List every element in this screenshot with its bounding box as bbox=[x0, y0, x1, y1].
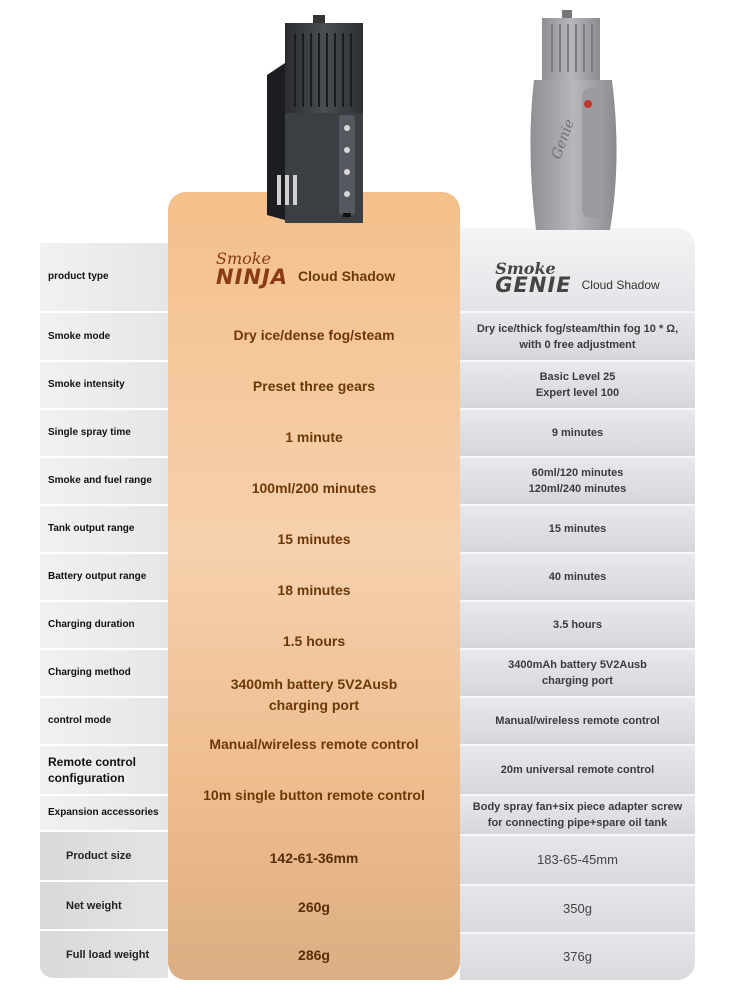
ninja-tank-output-range: 15 minutes bbox=[277, 531, 351, 547]
label-smoke-intensity: Smoke intensity bbox=[40, 362, 168, 410]
label-smoke-mode: Smoke mode bbox=[40, 313, 168, 362]
genie-battery-output-range: 40 minutes bbox=[460, 554, 695, 602]
label-product-type: product type bbox=[40, 243, 168, 313]
genie-logo-script: Smoke bbox=[495, 258, 556, 278]
ninja-charging-duration: 1.5 hours bbox=[282, 633, 346, 649]
genie-remote-config: 20m universal remote control bbox=[460, 746, 695, 796]
genie-column bbox=[460, 228, 695, 980]
ninja-product-size: 142-61-36mm bbox=[269, 850, 359, 866]
ninja-smoke-mode: Dry ice/dense fog/steam bbox=[233, 327, 395, 343]
ninja-smoke-fuel-range: 100ml/200 minutes bbox=[251, 480, 377, 496]
genie-smoke-mode: Dry ice/thick fog/steam/thin fog 10 * Ω, with 0 free adjustment bbox=[460, 313, 695, 362]
genie-full-load-weight: 376g bbox=[460, 934, 695, 980]
genie-expansion-accessories: Body spray fan+six piece adapter screw for connecting pipe+spare oil tank bbox=[460, 796, 695, 836]
label-remote-config: Remote control configuration bbox=[40, 746, 168, 796]
label-battery-output-range: Battery output range bbox=[40, 554, 168, 602]
genie-logo-main: GENIE bbox=[495, 272, 572, 297]
label-charging-method: Charging method bbox=[40, 650, 168, 698]
label-full-load-weight: Full load weight bbox=[40, 931, 168, 980]
ninja-logo-main: NINJA bbox=[216, 265, 289, 289]
genie-smoke-intensity: Basic Level 25 Expert level 100 bbox=[460, 362, 695, 410]
ninja-single-spray-time: 1 minute bbox=[285, 429, 343, 445]
label-charging-duration: Charging duration bbox=[40, 602, 168, 650]
label-control-mode: control mode bbox=[40, 698, 168, 746]
genie-product-size: 183-65-45mm bbox=[460, 836, 695, 886]
genie-net-weight: 350g bbox=[460, 886, 695, 934]
label-smoke-fuel-range: Smoke and fuel range bbox=[40, 458, 168, 506]
ninja-battery-output-range: 18 minutes bbox=[277, 582, 351, 598]
ninja-remote-config: 10m single button remote control bbox=[203, 787, 425, 803]
genie-tank-output-range: 15 minutes bbox=[460, 506, 695, 554]
ninja-smoke-intensity: Preset three gears bbox=[252, 378, 376, 394]
genie-device-image bbox=[520, 10, 630, 235]
genie-smoke-fuel-range: 60ml/120 minutes 120ml/240 minutes bbox=[460, 458, 695, 506]
ninja-control-mode: Manual/wireless remote control bbox=[209, 736, 419, 752]
genie-control-mode: Manual/wireless remote control bbox=[460, 698, 695, 746]
genie-brand-sub: Cloud Shadow bbox=[581, 277, 660, 292]
ninja-device-image bbox=[255, 15, 375, 227]
label-column bbox=[40, 243, 168, 980]
label-expansion-accessories: Expansion accessories bbox=[40, 796, 168, 832]
ninja-column bbox=[168, 192, 460, 980]
ninja-brand-cell bbox=[216, 249, 396, 289]
ninja-charging-method: 3400mh battery 5V2Ausb charging port bbox=[230, 676, 398, 713]
ninja-logo-script: Smoke bbox=[216, 249, 271, 268]
genie-charging-method: 3400mAh battery 5V2Ausb charging port bbox=[460, 650, 695, 698]
label-product-size: Product size bbox=[40, 832, 168, 882]
ninja-net-weight: 260g bbox=[298, 899, 330, 915]
label-single-spray-time: Single spray time bbox=[40, 410, 168, 458]
svg-text:Genie: Genie bbox=[548, 117, 578, 162]
ninja-full-load-weight: 286g bbox=[298, 947, 330, 963]
label-net-weight: Net weight bbox=[40, 882, 168, 931]
ninja-brand-sub: Cloud Shadow bbox=[298, 268, 396, 284]
genie-brand-cell bbox=[460, 228, 695, 313]
label-tank-output-range: Tank output range bbox=[40, 506, 168, 554]
genie-charging-duration: 3.5 hours bbox=[460, 602, 695, 650]
genie-single-spray-time: 9 minutes bbox=[460, 410, 695, 458]
